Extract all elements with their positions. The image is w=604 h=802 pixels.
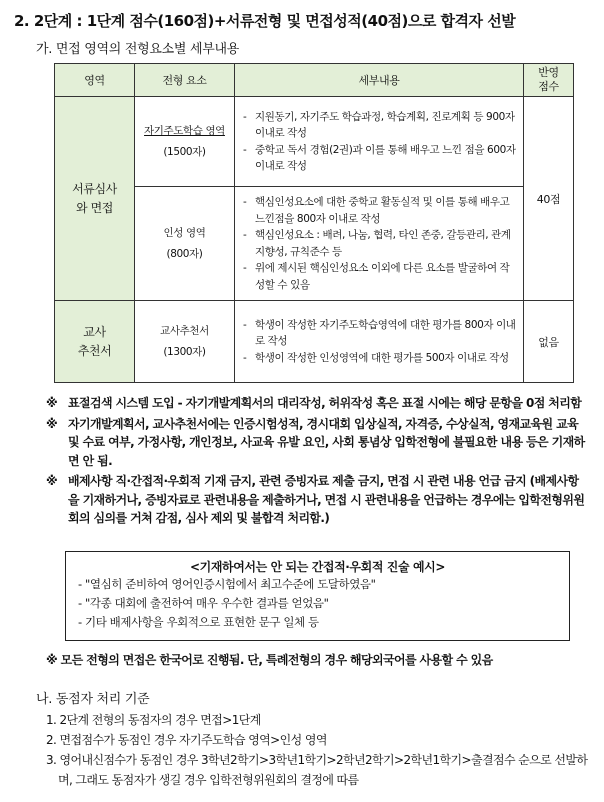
element-cell [135, 97, 235, 187]
detail-item: - 핵심인성요소에 대한 중학교 활동실적 및 이를 통해 배우고 느낀점을 800자 이내로 작성 [243, 196, 510, 225]
element-name: 교사추천서 [160, 324, 209, 337]
detail-cell [235, 187, 524, 301]
detail-item: - 학생이 작성한 인성영역에 대한 평가를 500자 이내로 작성 [243, 351, 509, 364]
tie-break-item: 2. 면접점수가 동점인 경우 자기주도학습 영역>인성 영역 [46, 733, 327, 747]
note-item: ※ 모든 전형의 면접은 한국어로 진행됨. 단, 특례전형의 경우 해당외국어를 사용할 수 있음 [46, 653, 493, 667]
element-limit: (1300자) [163, 345, 206, 358]
element-cell [135, 301, 235, 383]
detail-item: - 중학교 독서 경험(2권)과 이를 통해 배우고 느낀 점을 600자 이내로 작성 [243, 143, 516, 172]
notes-block [46, 394, 588, 530]
example-box [65, 551, 570, 641]
header-element: 전형 요소 [135, 64, 235, 97]
tie-break-title: 나. 동점자 처리 기준 [36, 692, 150, 707]
note-mark: ※ [46, 396, 58, 410]
area-cell: 서류심사 와 면접 [55, 97, 135, 301]
table-header-row [55, 64, 574, 97]
element-name: 자기주도학습 영역 [144, 124, 225, 137]
example-item: - "열심히 준비하여 영어인증시험에서 최고수준에 도달하였음" [78, 577, 376, 591]
criteria-table [54, 63, 574, 383]
header-area: 영역 [55, 64, 135, 97]
detail-cell [235, 301, 524, 383]
note-item: ※ 배제사항 직·간접적·우회적 기재 금지, 관련 증빙자료 제출 금지, 면접 시 관련 내용 언급 금지 (배제사항을 기재하거나, 증빙자료로 관련내용을 제출하거나, 면접 시 관련내용을 언급하는 경우에는 입학전형위원회의 심의를 거쳐 감점, 심사 제외 및 불합격 처리함.) [46, 474, 585, 525]
note-item: ※ 표절검색 시스템 도입 - 자기개발계획서의 대리작성, 허위작성 혹은 표절 시에는 해당 문항을 0점 처리함 [46, 394, 588, 413]
note-item: ※ 자기개발계획서, 교사추천서에는 인증시험성적, 경시대회 입상실적, 자격증, 수상실적, 영재교육원 교육 및 수료 여부, 가정사항, 개인정보, 사교육 유발 요인, 사회 통념상 입학전형에 불필요한 내용 등은 기재하면 안 됨. [46, 416, 585, 468]
tie-break-item: 3. 영어내신점수가 동점인 경우 3학년2학기>3학년1학기>2학년2학기>2학년1학기>출결점수 순으로 선발하며, 그래도 동점자가 생길 경우 입학전형위원회의 결정에 따름 [46, 753, 588, 787]
score-cell: 40점 [524, 97, 574, 301]
element-limit: (800자) [166, 247, 203, 260]
table-row [55, 301, 574, 383]
example-item: - "각종 대회에 출전하여 매우 우수한 결과를 얻었음" [78, 596, 329, 610]
detail-cell [235, 97, 524, 187]
tie-break-item: 1. 2단계 전형의 동점자의 경우 면접>1단계 [46, 713, 261, 727]
section-subheading: 가. 면접 영역의 전형요소별 세부내용 [36, 42, 240, 57]
section-heading: 2. 2단계 : 1단계 점수(160점)+서류전형 및 면접성적(40점)으로 합격자 선발 [14, 12, 516, 30]
example-box-title: <기재하여서는 안 되는 간접적·우회적 진술 예시> [189, 560, 445, 574]
element-limit: (1500자) [163, 145, 206, 158]
detail-item: - 위에 제시된 핵심인성요소 이외에 다른 요소를 발굴하여 작성할 수 있음 [243, 262, 510, 291]
example-item: - 기타 배제사항을 우회적으로 표현한 문구 일체 등 [78, 615, 319, 629]
note-mark: ※ [46, 653, 58, 667]
element-cell [135, 187, 235, 301]
detail-item: - 핵심인성요소 : 배려, 나눔, 협력, 타인 존중, 갈등관리, 관계지향성, 규칙준수 등 [243, 229, 511, 258]
score-cell: 없음 [524, 301, 574, 383]
detail-item: - 지원동기, 자기주도 학습과정, 학습계획, 진로계획 등 900자 이내로 작성 [243, 110, 515, 139]
detail-item: - 학생이 작성한 자기주도학습영역에 대한 평가를 800자 이내로 작성 [243, 318, 516, 348]
element-name: 인성 영역 [163, 226, 206, 239]
area-cell: 교사 추천서 [55, 301, 135, 383]
header-score: 반영 점수 [524, 64, 574, 97]
header-detail: 세부내용 [235, 64, 524, 97]
table-row [55, 97, 574, 187]
note-mark: ※ [46, 474, 58, 488]
note-mark: ※ [46, 416, 58, 431]
